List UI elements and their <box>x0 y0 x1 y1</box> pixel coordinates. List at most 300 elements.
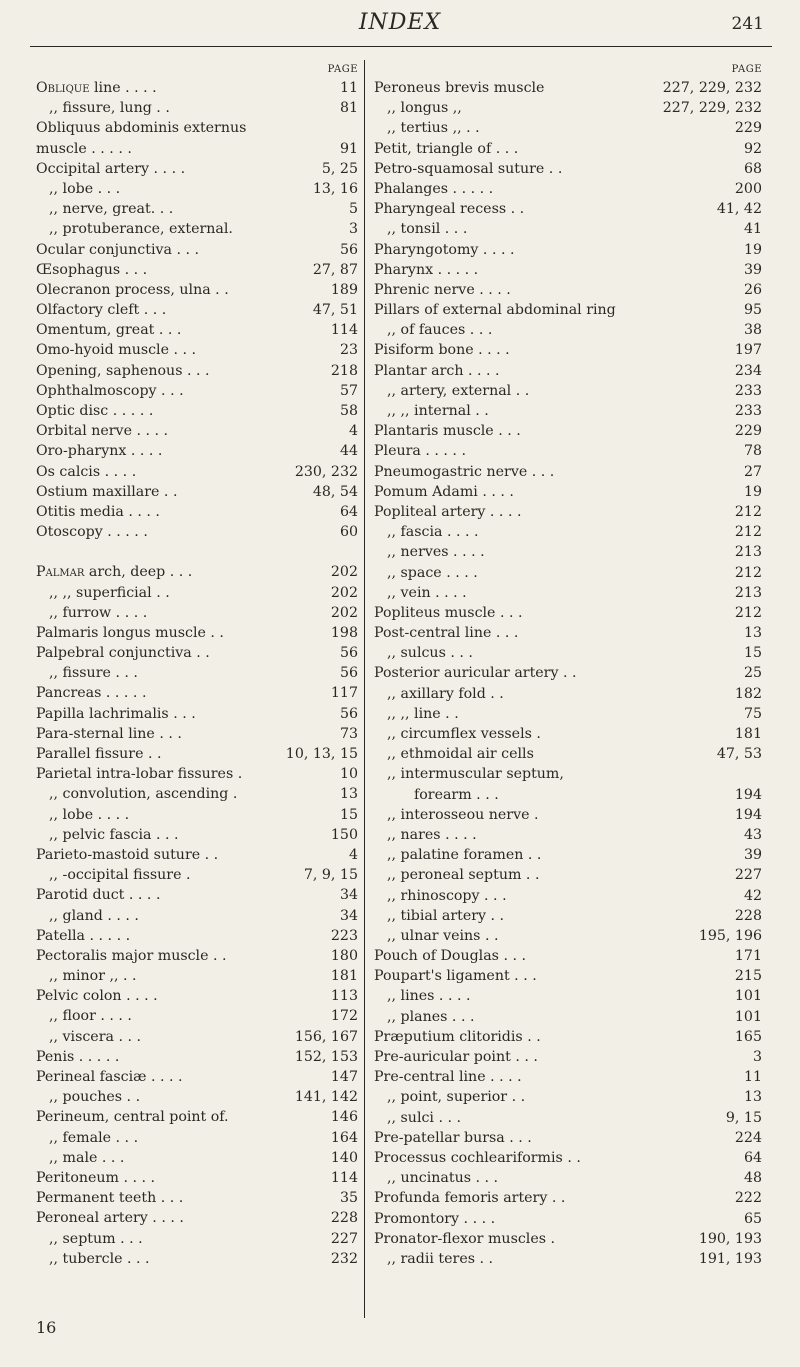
index-entry <box>374 139 762 159</box>
index-entry <box>36 926 358 946</box>
entry-page-ref: 41, 42 <box>716 201 762 218</box>
entry-term: Petit, triangle of . . . <box>374 140 519 157</box>
entry-page-ref: 223 <box>330 927 358 944</box>
entry-term: ,, lobe . . . . <box>49 806 130 823</box>
entry-term: ,, ulnar veins . . <box>387 927 499 944</box>
index-entry <box>374 421 762 441</box>
entry-term: Palmaris longus muscle . . <box>36 624 224 641</box>
entry-page-ref: 27 <box>743 463 762 480</box>
entry-term: Pharyngeal recess . . <box>374 201 525 218</box>
entry-term: ,, ethmoidal air cells <box>387 746 534 763</box>
entry-page-ref: 228 <box>734 907 762 924</box>
index-entry <box>374 744 762 764</box>
entry-page-ref: 4 <box>348 846 358 863</box>
page-number: 241 <box>731 14 764 34</box>
entry-page-ref: 56 <box>339 705 358 722</box>
entry-term: ,, male . . . <box>49 1149 125 1166</box>
entry-term: Pomum Adami . . . . <box>374 483 514 500</box>
page-column-label: PAGE <box>327 64 358 75</box>
entry-page-ref: 39 <box>743 847 762 864</box>
index-entry <box>36 421 358 441</box>
entry-page-ref: 227 <box>330 1230 358 1247</box>
index-entry <box>374 785 762 805</box>
entry-term: ,, convolution, ascending . <box>49 786 238 803</box>
entry-page-ref: 224 <box>734 1129 762 1146</box>
entry-page-ref: 58 <box>339 403 358 419</box>
entry-page-ref: 195, 196 <box>698 927 762 944</box>
index-entry <box>36 1128 358 1148</box>
entry-page-ref: 11 <box>743 1069 762 1086</box>
entry-page-ref: 181 <box>734 726 762 742</box>
entry-term: Oro-pharynx . . . . <box>36 443 163 460</box>
entry-term: ,, septum . . . <box>49 1230 143 1247</box>
entry-page-ref: 60 <box>339 524 358 541</box>
index-entry <box>36 401 358 421</box>
entry-term: ,, pelvic fascia . . . <box>49 826 179 843</box>
entry-page-ref: 91 <box>339 140 358 157</box>
entry-term: Pneumogastric nerve . . . <box>374 463 555 480</box>
entry-term: Orbital nerve . . . . <box>36 423 169 440</box>
entry-term: Obliquus abdominis externus <box>36 120 247 137</box>
index-entry <box>36 805 358 825</box>
index-column-right <box>374 62 762 1269</box>
index-entry <box>374 1168 762 1188</box>
entry-page-ref: 56 <box>339 665 358 682</box>
entry-term: Œsophagus . . . <box>36 261 148 278</box>
entry-term: ,, nerves . . . . <box>387 544 485 561</box>
entry-page-ref: 48, 54 <box>312 483 358 500</box>
entry-page-ref: 227, 229, 232 <box>662 80 762 96</box>
entry-term: Papilla lachrimalis . . . <box>36 705 196 722</box>
index-entry <box>374 1027 762 1047</box>
index-entry <box>374 300 762 320</box>
entry-page-ref: 114 <box>330 1169 358 1186</box>
index-entry <box>374 886 762 906</box>
entry-term: Patella . . . . . <box>36 927 131 944</box>
entry-term: ,, female . . . <box>49 1129 139 1146</box>
entry-term: Para-sternal line . . . <box>36 725 182 742</box>
index-entry <box>36 280 358 300</box>
index-entry <box>374 1249 762 1269</box>
index-entry <box>36 643 358 663</box>
entry-page-ref: 64 <box>743 1149 762 1166</box>
index-entry <box>374 623 762 643</box>
entry-term: ,, palatine foramen . . <box>387 847 542 864</box>
entry-page-ref: 141, 142 <box>294 1089 358 1106</box>
index-entry <box>36 704 358 724</box>
entry-page-ref: 19 <box>743 241 762 258</box>
index-entry <box>374 986 762 1006</box>
entry-term: ,, minor ,, . . <box>49 968 137 985</box>
index-entry <box>36 340 358 360</box>
entry-page-ref: 233 <box>734 382 762 399</box>
entry-list <box>374 78 762 1269</box>
entry-term: ,, intermuscular septum, <box>387 766 564 783</box>
index-entry <box>374 1087 762 1107</box>
entry-term: ,, ,, superficial . . <box>49 584 170 601</box>
index-entry <box>36 724 358 744</box>
entry-page-ref: 3 <box>348 221 358 238</box>
entry-page-ref: 156, 167 <box>294 1028 358 1045</box>
entry-page-ref: 35 <box>339 1190 358 1207</box>
index-entry <box>374 563 762 583</box>
entry-page-ref: 212 <box>734 564 762 581</box>
entry-term: Ostium maxillare . . <box>36 483 178 500</box>
entry-term: ,, peroneal septum . . <box>387 867 540 884</box>
entry-page-ref: 78 <box>743 443 762 460</box>
entry-term: Perineum, central point of. <box>36 1109 229 1126</box>
index-column-left <box>36 62 358 1269</box>
index-entry <box>374 1108 762 1128</box>
entry-term: Occipital artery . . . . <box>36 160 186 177</box>
index-entry <box>36 1067 358 1087</box>
entry-page-ref: 150 <box>330 826 358 843</box>
entry-term: Palpebral conjunctiva . . <box>36 645 210 662</box>
index-entry <box>374 118 762 138</box>
entry-page-ref: 228 <box>330 1210 358 1227</box>
entry-term: Ocular conjunctiva . . . <box>36 241 200 258</box>
entry-page-ref: 34 <box>339 907 358 924</box>
index-entry <box>36 1188 358 1208</box>
index-entry <box>36 1148 358 1168</box>
entry-page-ref: 232 <box>330 1250 358 1267</box>
entry-term: muscle . . . . . <box>36 140 132 157</box>
entry-page-ref: 227, 229, 232 <box>662 100 762 117</box>
entry-term: Poupart's ligament . . . <box>374 968 537 985</box>
entry-page-ref: 5, 25 <box>321 160 358 177</box>
entry-page-ref: 215 <box>734 968 762 985</box>
header-rule <box>30 46 772 47</box>
entry-term: Peroneal artery . . . . <box>36 1210 184 1227</box>
entry-term: ,, tubercle . . . <box>49 1250 150 1267</box>
entry-term: ,, uncinatus . . . <box>387 1170 499 1187</box>
entry-page-ref: 41 <box>743 221 762 238</box>
index-entry <box>374 906 762 926</box>
entry-term: Os calcis . . . . <box>36 463 137 480</box>
entry-term: Phalanges . . . . . <box>374 180 494 197</box>
entry-page-ref: 190, 193 <box>698 1230 762 1247</box>
index-entry <box>374 1188 762 1208</box>
entry-term: Opening, saphenous . . . <box>36 362 210 379</box>
entry-page-ref: 172 <box>330 1008 358 1025</box>
entry-term: Parieto-mastoid suture . . <box>36 846 219 863</box>
entry-term: Parallel fissure . . <box>36 746 162 762</box>
entry-term: Processus cochleariformis . . <box>374 1149 581 1166</box>
index-entry <box>374 240 762 260</box>
entry-page-ref: 222 <box>734 1190 762 1207</box>
entry-page-ref: 15 <box>743 645 762 662</box>
index-entry <box>374 583 762 603</box>
index-entry <box>374 724 762 744</box>
entry-page-ref: 34 <box>339 887 358 904</box>
index-entry <box>36 845 358 865</box>
index-entry <box>374 159 762 179</box>
index-entry <box>36 441 358 461</box>
index-entry <box>36 603 358 623</box>
entry-list <box>36 78 358 1269</box>
index-entry <box>374 684 762 704</box>
entry-page-ref: 68 <box>743 160 762 177</box>
entry-term: Profunda femoris artery . . <box>374 1190 566 1207</box>
entry-term: Pillars of external abdominal ring <box>374 302 616 319</box>
entry-page-ref: 229 <box>734 423 762 440</box>
index-entry <box>374 764 762 784</box>
entry-term: ,, axillary fold . . <box>387 685 504 702</box>
entry-page-ref: 218 <box>330 362 358 379</box>
index-entry <box>36 865 358 885</box>
entry-page-ref: 147 <box>330 1069 358 1085</box>
entry-term: Parietal intra-lobar fissures . <box>36 766 243 783</box>
entry-term: ,, lines . . . . <box>387 988 471 1005</box>
index-entry <box>374 522 762 542</box>
index-entry <box>36 1087 358 1107</box>
entry-term: Phrenic nerve . . . . <box>374 281 511 298</box>
index-entry <box>374 179 762 199</box>
entry-term: ,, tibial artery . . <box>387 907 505 924</box>
entry-term: forearm . . . <box>414 786 499 803</box>
entry-term: ,, sulcus . . . <box>387 645 473 662</box>
entry-term: Otitis media . . . . <box>36 503 160 520</box>
entry-page-ref: 171 <box>734 948 762 965</box>
entry-page-ref: 75 <box>743 705 762 722</box>
entry-page-ref: 10, 13, 15 <box>285 746 358 762</box>
entry-term: Pectoralis major muscle . . <box>36 947 227 964</box>
index-entry <box>374 542 762 562</box>
entry-term: ,, nares . . . . <box>387 826 477 843</box>
entry-term: Pelvic colon . . . . <box>36 988 158 1005</box>
entry-term: ,, radii teres . . <box>387 1250 494 1267</box>
index-entry <box>374 1229 762 1249</box>
entry-page-ref: 95 <box>743 302 762 319</box>
column-divider <box>364 60 365 1318</box>
index-entry <box>374 1148 762 1168</box>
index-entry <box>36 885 358 905</box>
entry-page-ref: 92 <box>743 140 762 157</box>
entry-term: Popliteus muscle . . . <box>374 604 523 621</box>
index-entry <box>374 219 762 239</box>
index-entry <box>374 280 762 300</box>
entry-page-ref: 56 <box>339 645 358 662</box>
entry-page-ref: 212 <box>734 503 762 520</box>
entry-term: Penis . . . . . <box>36 1048 120 1065</box>
entry-page-ref: 65 <box>743 1210 762 1227</box>
index-entry <box>374 78 762 98</box>
index-entry <box>374 946 762 966</box>
entry-page-ref: 13 <box>339 786 358 803</box>
index-entry <box>36 381 358 401</box>
index-entry <box>36 683 358 703</box>
entry-page-ref: 101 <box>734 1008 762 1025</box>
index-entry <box>374 865 762 885</box>
index-entry <box>374 663 762 683</box>
index-entry <box>36 966 358 986</box>
index-entry <box>36 502 358 522</box>
index-entry <box>374 643 762 663</box>
entry-term: ,, planes . . . <box>387 1008 475 1025</box>
entry-term: ,, space . . . . <box>387 564 478 581</box>
entry-term: Omo-hyoid muscle . . . <box>36 342 197 359</box>
entry-term: ,, fissure . . . <box>49 665 138 682</box>
entry-page-ref: 234 <box>734 362 762 379</box>
entry-page-ref: 198 <box>330 624 358 641</box>
entry-page-ref: 23 <box>339 342 358 359</box>
index-entry <box>36 118 358 138</box>
index-entry <box>374 502 762 522</box>
entry-page-ref: 4 <box>348 423 358 440</box>
entry-page-ref: 64 <box>339 503 358 520</box>
entry-term: Pronator-flexor muscles . <box>374 1230 556 1247</box>
entry-page-ref: 47, 51 <box>312 302 358 319</box>
index-entry <box>36 623 358 643</box>
index-entry <box>374 805 762 825</box>
index-entry <box>36 986 358 1006</box>
entry-term: ,, of fauces . . . <box>387 322 493 339</box>
entry-page-ref: 233 <box>734 403 762 419</box>
entry-term: ,, ,, internal . . <box>387 403 489 419</box>
index-entry <box>36 260 358 280</box>
index-entry <box>374 340 762 360</box>
entry-page-ref: 101 <box>734 988 762 1005</box>
entry-page-ref: 164 <box>330 1129 358 1146</box>
index-entry <box>36 1047 358 1067</box>
entry-term: Otoscopy . . . . . <box>36 524 148 541</box>
entry-page-ref: 5 <box>348 201 358 218</box>
entry-page-ref: 15 <box>339 806 358 823</box>
entry-page-ref: 13 <box>743 625 762 642</box>
index-entry <box>374 1209 762 1229</box>
index-entry <box>36 522 358 542</box>
index-entry <box>36 482 358 502</box>
entry-term: ,, tertius ,, . . <box>387 120 480 137</box>
index-entry <box>374 482 762 502</box>
entry-term: ,, floor . . . . <box>49 1008 132 1025</box>
entry-page-ref: 181 <box>330 968 358 985</box>
entry-term: ,, fascia . . . . <box>387 524 479 541</box>
entry-term: Præputium clitoridis . . <box>374 1028 541 1045</box>
index-entry <box>36 320 358 340</box>
entry-term: ,, point, superior . . <box>387 1089 526 1106</box>
index-entry <box>36 199 358 219</box>
index-entry <box>374 199 762 219</box>
entry-term: Promontory . . . . <box>374 1210 496 1227</box>
entry-page-ref: 7, 9, 15 <box>303 867 358 884</box>
index-entry <box>374 926 762 946</box>
index-entry <box>36 1249 358 1269</box>
index-entry <box>36 462 358 482</box>
entry-term: Pharynx . . . . . <box>374 261 479 278</box>
entry-term: Olecranon process, ulna . . <box>36 281 229 298</box>
entry-term: Olfactory cleft . . . <box>36 302 167 319</box>
entry-term: ,, ,, line . . <box>387 705 459 722</box>
entry-page-ref: 146 <box>330 1109 358 1126</box>
entry-page-ref: 13, 16 <box>312 180 358 197</box>
entry-term: ,, tonsil . . . <box>387 221 468 238</box>
running-title: INDEX <box>358 10 442 35</box>
index-entry <box>36 1208 358 1228</box>
entry-term: Popliteal artery . . . . <box>374 503 522 520</box>
index-entry <box>374 381 762 401</box>
entry-page-ref: 47, 53 <box>716 746 762 763</box>
index-entry <box>374 320 762 340</box>
entry-page-ref: 57 <box>339 382 358 399</box>
entry-page-ref: 189 <box>330 281 358 298</box>
entry-term: ,, longus ,, <box>387 100 462 117</box>
entry-term: ,, lobe . . . <box>49 180 121 197</box>
index-entry <box>36 78 358 98</box>
index-entry <box>36 663 358 683</box>
index-entry <box>374 260 762 280</box>
index-entry <box>374 845 762 865</box>
entry-term: ,, circumflex vessels . <box>387 726 541 742</box>
entry-term: Pre-auricular point . . . <box>374 1049 538 1065</box>
entry-page-ref: 152, 153 <box>294 1048 358 1065</box>
index-entry <box>36 1027 358 1047</box>
entry-page-ref: 212 <box>734 604 762 621</box>
index-entry <box>36 1006 358 1026</box>
entry-page-ref: 43 <box>743 826 762 843</box>
entry-term: Omentum, great . . . <box>36 322 182 339</box>
index-entry <box>36 764 358 784</box>
section-gap <box>36 542 358 562</box>
entry-page-ref: 194 <box>734 806 762 823</box>
entry-page-ref: 229 <box>734 120 762 137</box>
entry-page-ref: 3 <box>752 1049 762 1065</box>
index-entry <box>374 825 762 845</box>
entry-page-ref: 200 <box>734 180 762 197</box>
entry-page-ref: 9, 15 <box>725 1109 762 1126</box>
entry-term: Perineal fasciæ . . . . <box>36 1069 183 1085</box>
entry-term: Ophthalmoscopy . . . <box>36 382 184 399</box>
index-entry <box>36 219 358 239</box>
entry-page-ref: 26 <box>743 281 762 298</box>
entry-page-ref: 13 <box>743 1089 762 1106</box>
entry-term: Pre-central line . . . . <box>374 1069 522 1086</box>
entry-term: ,, sulci . . . <box>387 1109 462 1126</box>
entry-term: ,, gland . . . . <box>49 907 139 924</box>
entry-term: Palmar arch, deep . . . <box>36 564 193 581</box>
signature-mark: 16 <box>36 1318 57 1337</box>
entry-term: Posterior auricular artery . . <box>374 665 577 682</box>
index-entry <box>374 704 762 724</box>
entry-term: ,, rhinoscopy . . . <box>387 887 507 904</box>
entry-term: Oblique line . . . . <box>36 80 157 96</box>
index-entry <box>374 98 762 118</box>
entry-term: ,, pouches . . <box>49 1089 141 1106</box>
entry-term: ,, furrow . . . . <box>49 604 148 621</box>
entry-page-ref: 27, 87 <box>312 261 358 278</box>
index-entry <box>374 1128 762 1148</box>
entry-page-ref: 230, 232 <box>294 463 358 480</box>
entry-term: Plantaris muscle . . . <box>374 423 521 440</box>
entry-term: ,, fissure, lung . . <box>49 100 170 117</box>
entry-term: Petro-squamosal suture . . <box>374 160 563 177</box>
entry-term: Optic disc . . . . . <box>36 403 154 419</box>
index-entry <box>36 179 358 199</box>
entry-term: Pancreas . . . . . <box>36 685 147 702</box>
entry-term: Peritoneum . . . . <box>36 1169 156 1186</box>
index-entry <box>36 240 358 260</box>
entry-term: Post-central line . . . <box>374 625 519 642</box>
entry-page-ref: 180 <box>330 947 358 964</box>
index-entry <box>36 906 358 926</box>
entry-page-ref: 202 <box>330 564 358 581</box>
page-header <box>0 10 800 40</box>
index-entry <box>374 401 762 421</box>
entry-page-ref: 213 <box>734 584 762 601</box>
index-entry <box>36 562 358 582</box>
index-entry <box>374 361 762 381</box>
index-entry <box>36 583 358 603</box>
